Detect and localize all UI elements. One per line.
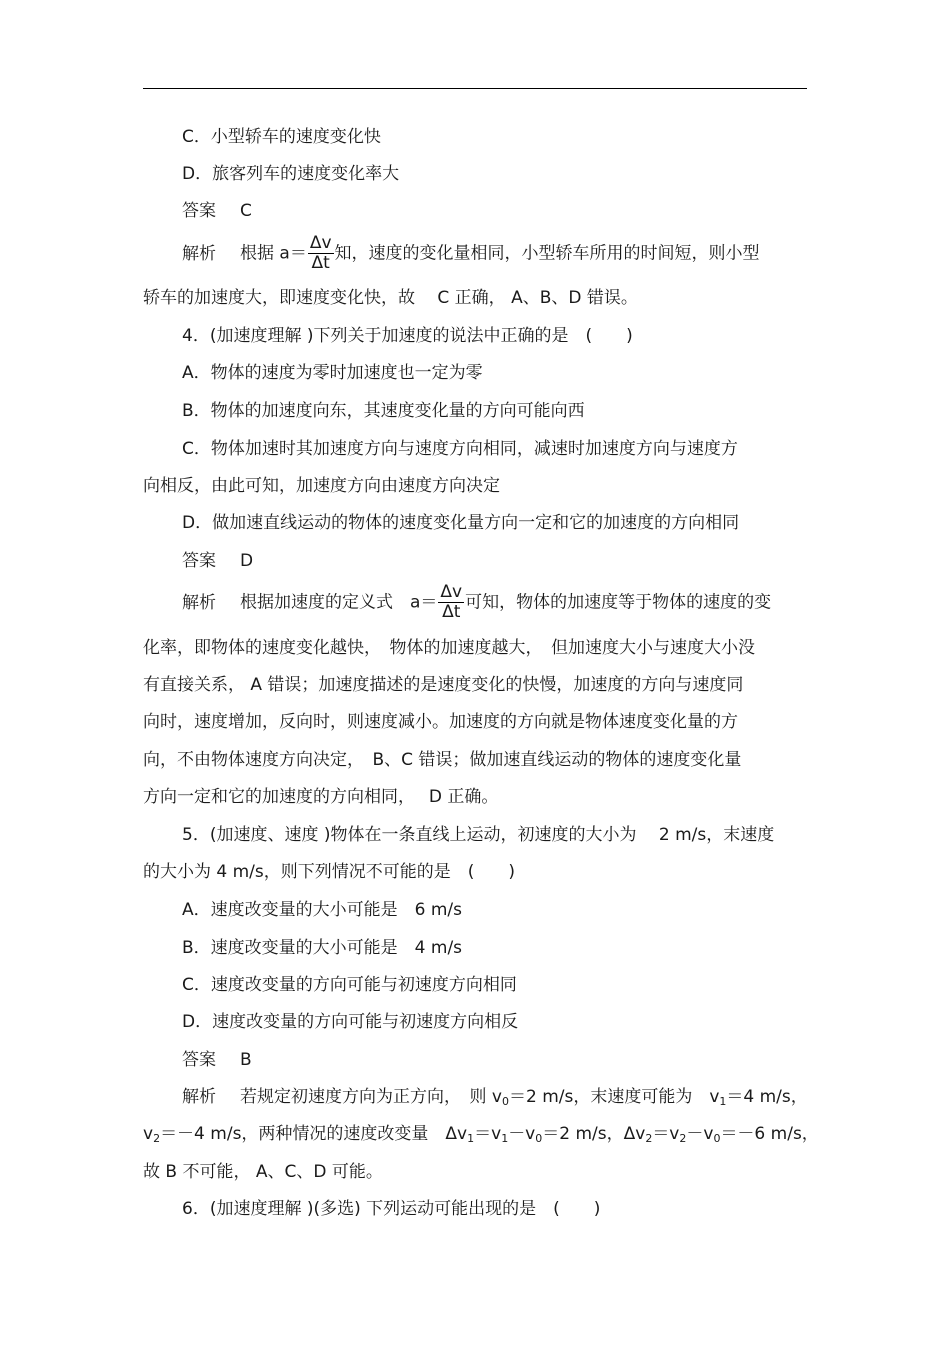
analysis-text: v [143,1124,154,1144]
subscript: 1 [501,1132,509,1145]
answer-label: 答案 [182,551,216,571]
q5-stem: 5．(加速度、速度 )物体在一条直线上运动，初速度的大小为 2 m/s，末速度 [182,825,775,845]
subscript: 1 [719,1095,727,1108]
q4-analysis-line: 向时，速度增加，反向时，则速度减小。加速度的方向就是物体速度变化量的方 [143,712,738,732]
analysis-text: －v [508,1124,536,1144]
subscript: 1 [467,1132,475,1145]
answer-label: 答案 [182,1050,216,1070]
q4-analysis-line: 方向一定和它的加速度的方向相同， D 正确。 [143,787,499,807]
analysis-text: 若规定初速度方向为正方向， 则 v [240,1087,502,1107]
q6-stem: 6．(加速度理解 )(多选) 下列运动可能出现的是 ( ) [182,1199,601,1219]
analysis-text: ＝4 m/s， [726,1087,808,1107]
q5-answer [182,1049,252,1071]
subscript: 2 [645,1132,653,1145]
analysis-label: 解析 [182,592,216,613]
subscript: 2 [679,1132,687,1145]
analysis-text: －v [686,1124,714,1144]
analysis-label: 解析 [182,1087,216,1107]
q5-option-a: A．速度改变量的大小可能是 6 m/s [182,900,462,920]
q3-option-c: C．小型轿车的速度变化快 [182,127,381,147]
q3-analysis-line: 轿车的加速度大，即速度变化快，故 C 正确， A、B、D 错误。 [143,288,638,308]
q5-option-b: B．速度改变量的大小可能是 4 m/s [182,938,463,958]
fraction-denominator: Δt [442,602,461,622]
analysis-text: ＝2 m/s，末速度可能为 v [508,1087,720,1107]
subscript: 0 [501,1095,509,1108]
q4-option-b: B．物体的加速度向东，其速度变化量的方向可能向西 [182,401,585,421]
q4-answer [182,550,253,572]
q4-option-d: D．做加速直线运动的物体的速度变化量方向一定和它的加速度的方向相同 [182,513,740,533]
analysis-text: ＝－4 m/s，两种情况的速度改变量 Δv [160,1124,468,1144]
analysis-text: 可知，物体的加速度等于物体的速度的变 [465,592,772,613]
answer-label: 答案 [182,201,216,221]
fraction-denominator: Δt [311,253,330,273]
q4-analysis [182,583,771,622]
q5-analysis-line: 故 B 不可能， A、C、D 可能。 [143,1162,383,1182]
q3-analysis [182,234,760,273]
answer-value: C [240,201,252,221]
q5-analysis [182,1086,808,1108]
q4-option-c: C．物体加速时其加速度方向与速度方向相同，减速时加速度方向与速度方 [182,439,738,459]
subscript: 2 [153,1132,161,1145]
analysis-label: 解析 [182,243,216,264]
q3-option-d: D．旅客列车的速度变化率大 [182,164,400,184]
q4-stem: 4．(加速度理解 )下列关于加速度的说法中正确的是 ( ) [182,326,633,346]
delta-v-over-delta-t [308,234,334,273]
answer-value: B [240,1050,252,1070]
q4-analysis-line: 有直接关系， A 错误；加速度描述的是速度变化的快慢，加速度的方向与速度同 [143,675,744,695]
fraction-numerator: Δv [309,233,332,253]
analysis-text: ＝－6 m/s， [720,1124,819,1144]
q4-analysis-line: 向，不由物体速度方向决定， B、C 错误；做加速直线运动的物体的速度变化量 [143,750,742,770]
q4-option-c-cont: 向相反，由此可知，加速度方向由速度方向决定 [143,476,500,496]
q5-analysis-line [143,1123,819,1145]
analysis-text: 根据加速度的定义式 a＝ [240,592,438,613]
delta-v-over-delta-t [438,583,464,622]
analysis-text: ＝v [652,1124,680,1144]
q3-answer [182,200,252,222]
q5-option-d: D．速度改变量的方向可能与初速度方向相反 [182,1012,519,1032]
analysis-text: ＝v [474,1124,502,1144]
header-rule [143,88,807,89]
analysis-text: 知，速度的变化量相同，小型轿车所用的时间短，则小型 [334,243,760,264]
q4-analysis-line: 化率，即物体的速度变化越快， 物体的加速度越大， 但加速度大小与速度大小没 [143,638,755,658]
analysis-text: ＝2 m/s，Δv [542,1124,646,1144]
q5-stem-cont: 的大小为 4 m/s，则下列情况不可能的是 ( ) [143,862,516,882]
q5-option-c: C．速度改变量的方向可能与初速度方向相同 [182,975,517,995]
fraction-numerator: Δv [440,582,463,602]
answer-value: D [240,551,254,571]
analysis-text: 根据 a＝ [240,243,307,264]
subscript: 0 [535,1132,543,1145]
subscript: 0 [713,1132,721,1145]
q4-option-a: A．物体的速度为零时加速度也一定为零 [182,363,483,383]
